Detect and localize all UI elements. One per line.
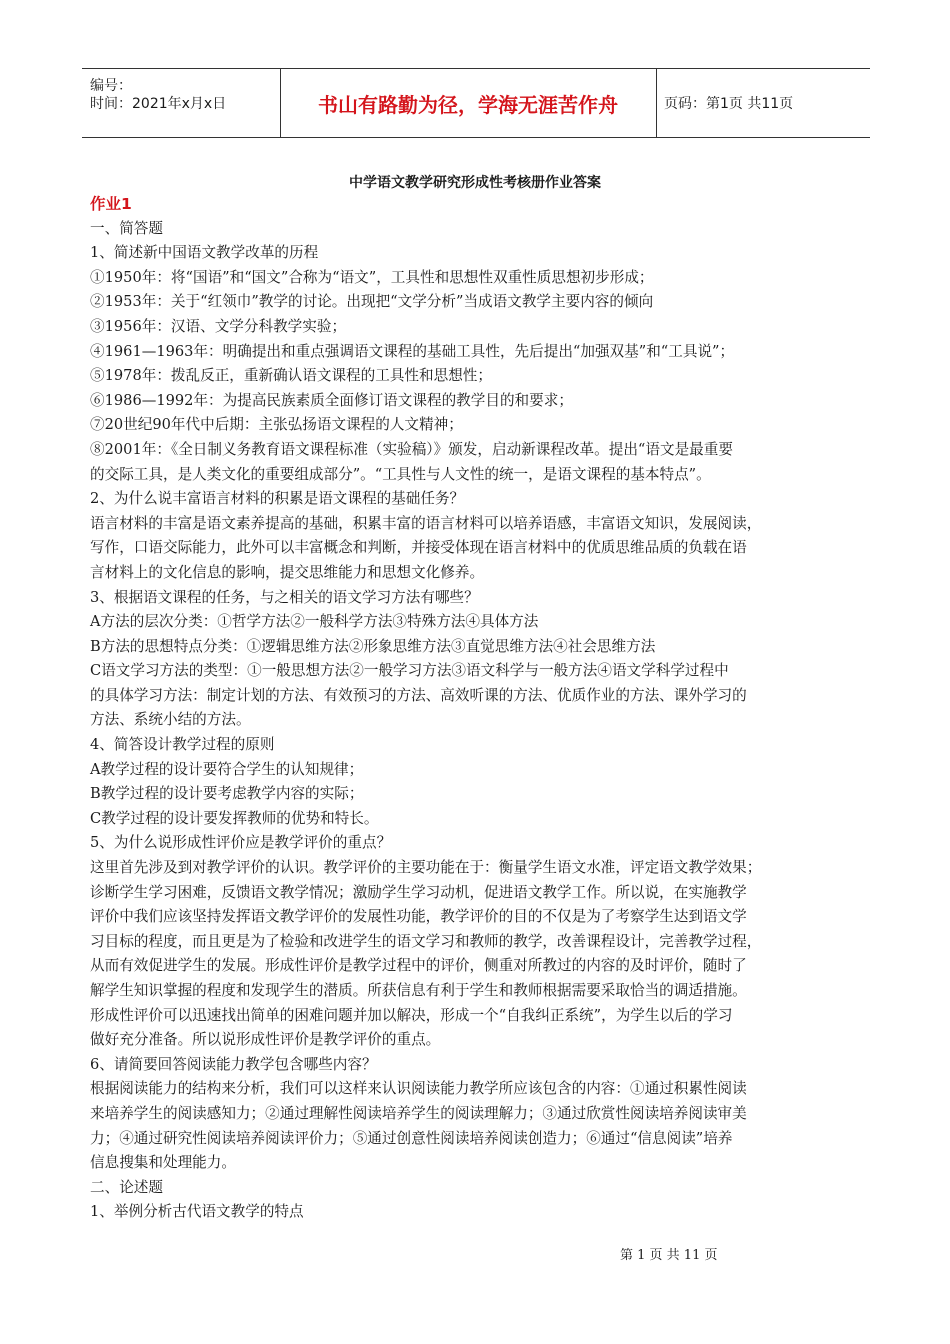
text-line: 1、简述新中国语文教学改革的历程 bbox=[90, 244, 319, 262]
text-line: 来培养学生的阅读感知力；②通过理解性阅读培养学生的阅读理解力；③通过欣赏性阅读培养阅读审美 bbox=[90, 1104, 747, 1122]
text-line: B教学过程的设计要考虑教学内容的实际； bbox=[90, 785, 364, 803]
text-line: 语言材料的丰富是语文素养提高的基础，积累丰富的语言材料可以培养语感，丰富语文知识，发展阅读， bbox=[90, 514, 762, 532]
text-line: B方法的思想特点分类：①逻辑思维方法②形象思维方法③直觉思维方法④社会思维方法 bbox=[90, 637, 656, 655]
text-line: 的具体学习方法：制定计划的方法、有效预习的方法、高效听课的方法、优质作业的方法、课外学习的 bbox=[90, 686, 747, 704]
text-line: ⑤1978年：拨乱反正，重新确认语文课程的工具性和思想性； bbox=[90, 367, 492, 385]
header-divider bbox=[656, 69, 657, 137]
section-heading: 作业1 bbox=[90, 195, 132, 213]
text-line: 根据阅读能力的结构来分析，我们可以这样来认识阅读能力教学所应该包含的内容：①通过积累性阅读 bbox=[90, 1080, 747, 1098]
text-line: 这里首先涉及到对教学评价的认识。教学评价的主要功能在于：衡量学生语文水准，评定语文教学效果； bbox=[90, 859, 762, 877]
number-label: 编号： bbox=[90, 78, 132, 94]
text-line: 方法、系统小结的方法。 bbox=[90, 711, 251, 729]
text-line: A方法的层次分类：①哲学方法②一般科学方法③特殊方法④具体方法 bbox=[90, 613, 539, 631]
document-title: 中学语文教学研究形成性考核册作业答案 bbox=[349, 175, 601, 191]
text-line: ②1953年：关于“红领巾”教学的讨论。出现把“文学分析”当成语文教学主要内容的倾向 bbox=[90, 293, 654, 311]
text-line: 2、为什么说丰富语言材料的积累是语文课程的基础任务？ bbox=[90, 490, 465, 508]
text-line: 3、根据语文课程的任务，与之相关的语文学习方法有哪些？ bbox=[90, 588, 479, 606]
text-line: ①1950年：将“国语”和“国文”合称为“语文”，工具性和思想性双重性质思想初步形成； bbox=[90, 268, 654, 286]
header-motto: 书山有路勤为径，学海无涯苦作舟 bbox=[318, 92, 618, 117]
text-line: 形成性评价可以迅速找出简单的困难问题并加以解决，形成一个“自我纠正系统”，为学生以后的学习 bbox=[90, 1006, 733, 1024]
text-line: 解学生知识掌握的程度和发现学生的潜质。所获信息有利于学生和教师根据需要采取恰当的调适措施。 bbox=[90, 982, 747, 999]
text-line: 信息搜集和处理能力。 bbox=[90, 1154, 236, 1172]
text-line: C教学过程的设计要发挥教师的优势和特长。 bbox=[90, 809, 379, 827]
page-footer: 第 1 页 共 11 页 bbox=[620, 1248, 718, 1263]
page-label: 页码：第1页 共11页 bbox=[664, 96, 794, 112]
text-line: 力；④通过研究性阅读培养阅读评价力；⑤通过创意性阅读培养阅读创造力；⑥通过“信息阅读”培养 bbox=[90, 1129, 733, 1147]
text-line: ⑥1986—1992年：为提高民族素质全面修订语文课程的教学目的和要求； bbox=[90, 391, 573, 409]
text-line: ④1961—1963年：明确提出和重点强调语文课程的基础工具性，先后提出“加强双基”和“工具说”； bbox=[90, 342, 735, 360]
text-line: 一、简答题 bbox=[90, 219, 163, 237]
text-line: C语文学习方法的类型：①一般思想方法②一般学习方法③语文科学与一般方法④语文学科学过程中 bbox=[90, 662, 729, 680]
text-line: ③1956年：汉语、文学分科教学实验； bbox=[90, 317, 347, 335]
text-line: 二、论述题 bbox=[90, 1178, 163, 1196]
document-body bbox=[90, 192, 854, 1225]
text-line: 从而有效促进学生的发展。形成性评价是教学过程中的评价，侧重对所教过的内容的及时评价，随时了 bbox=[90, 957, 747, 975]
text-line: 诊断学生学习困难，反馈语文教学情况；激励学生学习动机，促进语文教学工作。所以说，在实施教学 bbox=[90, 883, 747, 901]
text-line: 的交际工具，是人类文化的重要组成部分”。“工具性与人文性的统一，是语文课程的基本特点”。 bbox=[90, 465, 711, 483]
document-header bbox=[82, 68, 870, 138]
text-line: A教学过程的设计要符合学生的认知规律； bbox=[90, 760, 364, 778]
text-line: 言材料上的文化信息的影响，提交思维能力和思想文化修养。 bbox=[90, 563, 485, 581]
text-line: ⑦20世纪90年代中后期：主张弘扬语文课程的人文精神； bbox=[90, 416, 463, 434]
text-line: 做好充分准备。所以说形成性评价是教学评价的重点。 bbox=[90, 1031, 441, 1049]
text-line: ⑧2001年：《全日制义务教育语文课程标准（实验稿）》颁发，启动新课程改革。提出“语文是最重要 bbox=[90, 440, 733, 458]
text-line: 习目标的程度，而且更是为了检验和改进学生的语文学习和教师的教学，改善课程设计，完善教学过程， bbox=[90, 932, 762, 950]
date-label: 时间：2021年x月x日 bbox=[90, 96, 227, 112]
text-line: 4、简答设计教学过程的原则 bbox=[90, 736, 275, 754]
header-info-cell bbox=[82, 69, 280, 137]
header-divider bbox=[280, 69, 281, 137]
text-line: 6、请简要回答阅读能力教学包含哪些内容？ bbox=[90, 1055, 377, 1073]
text-line: 1、举例分析古代语文教学的特点 bbox=[90, 1203, 304, 1221]
text-line: 写作，口语交际能力，此外可以丰富概念和判断，并接受体现在语言材料中的优质思维品质的负载在语 bbox=[90, 539, 747, 557]
text-line: 5、为什么说形成性评价应是教学评价的重点？ bbox=[90, 834, 392, 852]
text-line: 评价中我们应该坚持发挥语文教学评价的发展性功能，教学评价的目的不仅是为了考察学生达到语文学 bbox=[90, 908, 747, 926]
